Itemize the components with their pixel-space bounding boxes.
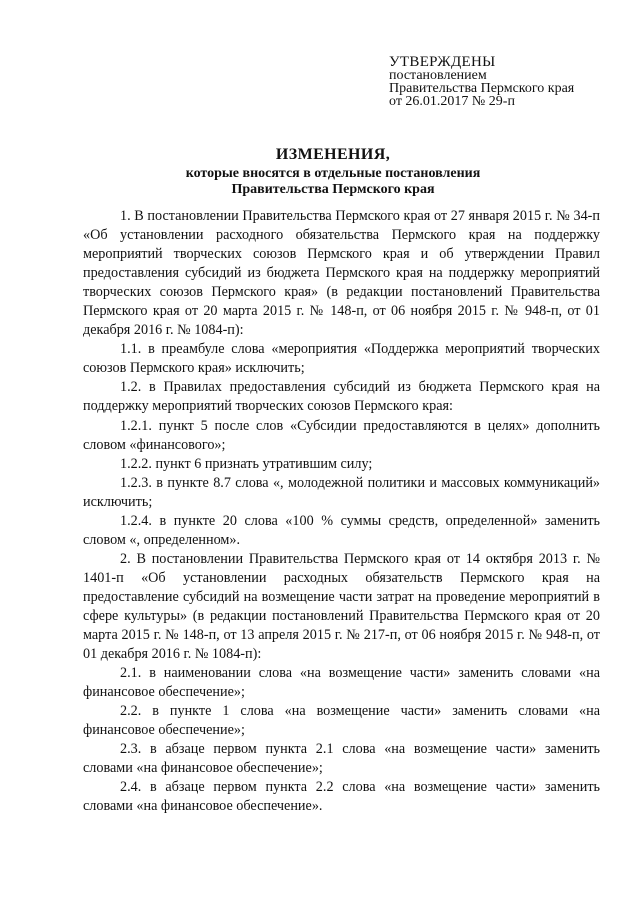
paragraph-2: 2. В постановлении Правительства Пермского края от 14 октября 2013 г. № 1401-п «Об установлении расходных обязательств Пермского края на предоставление субсидий на возмещение части затрат на проведение мероприятий в сфере культуры» (в редакции постановлений Правительства Пермского края от 20 марта 2015 г. № 148-п, от 13 апреля 2015 г. № 217-п, от 06 ноября 2015 г. № 948-п, от 01 декабря 2016 г. № 1084-п): xyxy=(83,550,600,663)
paragraph-1-1: 1.1. в преамбуле слова «мероприятия «Поддержка мероприятий творческих союзов Пермского края» исключить; xyxy=(83,341,600,377)
title-main: ИЗМЕНЕНИЯ, xyxy=(275,146,391,163)
approval-line: Правительства Пермского края xyxy=(389,81,575,96)
paragraph-1-2-4: 1.2.4. в пункте 20 слова «100 % суммы средств, определенной» заменить словом «, определенном». xyxy=(83,512,600,548)
title-subtitle: которые вносятся в отдельные постановления xyxy=(185,166,481,181)
paragraph-1: 1. В постановлении Правительства Пермского края от 27 января 2015 г. № 34-п «Об установлении расходного обязательства Пермского края на поддержку мероприятий творческих союзов Пермского края и об утверждении Правил предоставления субсидий из бюджета Пермского края на поддержку мероприятий творческих союзов Пермского края» (в редакции постановлений Правительства Пермского края от 20 марта 2015 г. № 148-п, от 06 ноября 2015 г. № 948-п, от 01 декабря 2016 г. № 1084-п): xyxy=(83,208,600,339)
document-body xyxy=(83,207,600,817)
approval-date: от 26.01.2017 № 29-п xyxy=(389,94,515,109)
paragraph-1-2-2: 1.2.2. пункт 6 признать утратившим силу; xyxy=(120,455,373,472)
approval-stamp xyxy=(389,56,629,108)
paragraph-2-2: 2.2. в пункте 1 слова «на возмещение части» заменить словами «на финансовое обеспечение»; xyxy=(83,703,600,739)
approval-line: постановлением xyxy=(389,68,487,83)
title-subtitle: Правительства Пермского края xyxy=(231,182,435,197)
paragraph-2-4: 2.4. в абзаце первом пункта 2.2 слова «на возмещение части» заменить словами «на финансовое обеспечение». xyxy=(83,779,600,815)
paragraph-1-2: 1.2. в Правилах предоставления субсидий из бюджета Пермского края на поддержку мероприятий творческих союзов Пермского края: xyxy=(83,379,600,415)
document-title xyxy=(120,145,546,197)
approval-heading: УТВЕРЖДЕНЫ xyxy=(389,54,496,70)
paragraph-2-1: 2.1. в наименовании слова «на возмещение части» заменить словами «на финансовое обеспечение»; xyxy=(83,665,600,701)
paragraph-2-3: 2.3. в абзаце первом пункта 2.1 слова «на возмещение части» заменить словами «на финансовое обеспечение»; xyxy=(83,741,600,777)
paragraph-1-2-3: 1.2.3. в пункте 8.7 слова «, молодежной политики и массовых коммуникаций» исключить; xyxy=(83,474,600,510)
paragraph-1-2-1: 1.2.1. пункт 5 после слов «Субсидии предоставляются в целях» дополнить словом «финансового»; xyxy=(83,417,600,453)
